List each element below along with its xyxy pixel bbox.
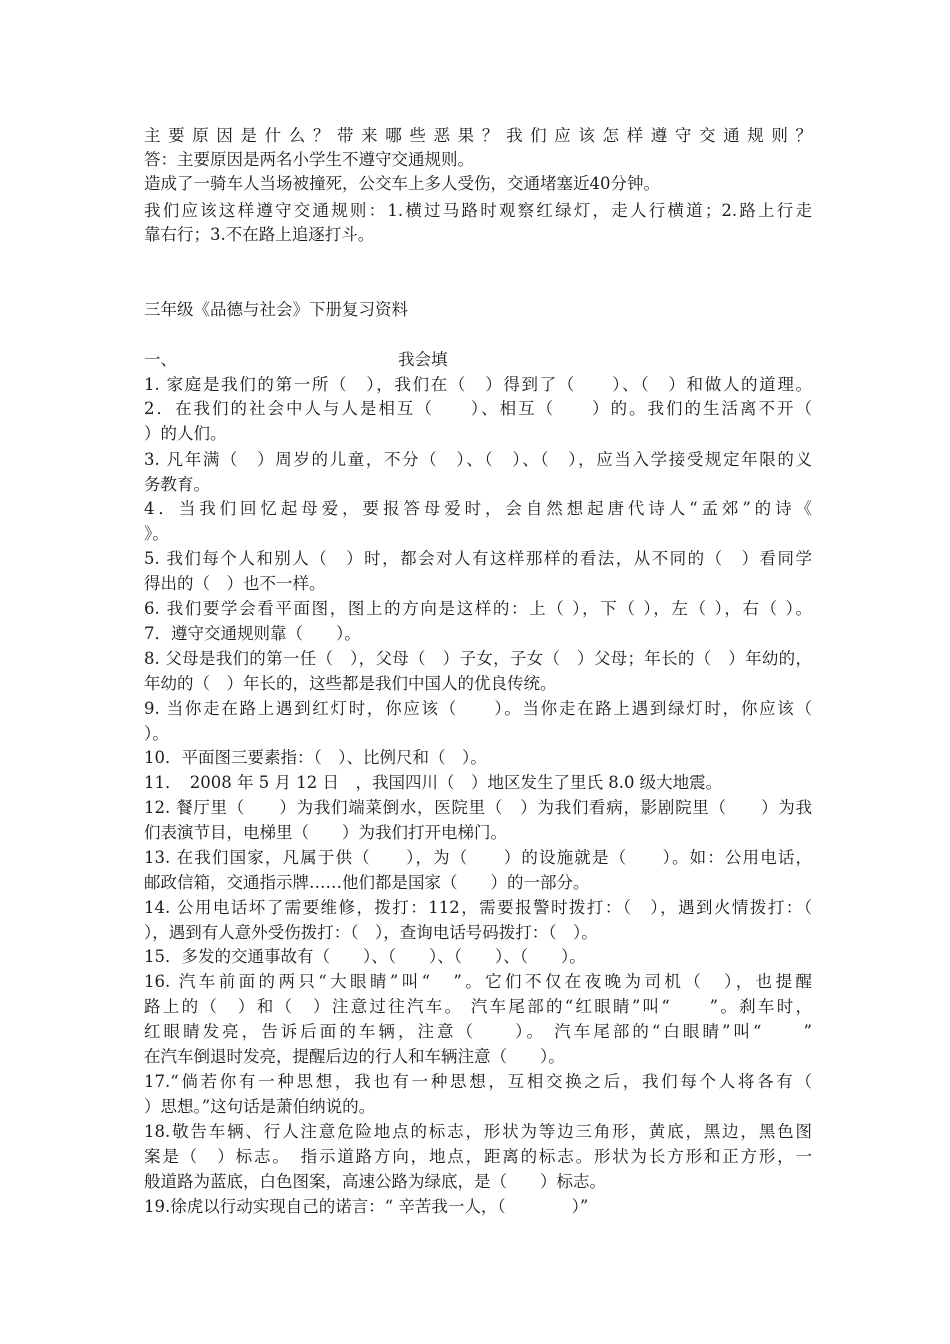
question-line: 10．平面图三要素指：（ ）、比例尺和（ ）。 [144,748,487,767]
question-line: 6. 我们要学会看平面图，图上的方向是这样的：上（ ），下（ ），左（ ），右（ ）。 [144,599,812,618]
intro-answer-line: 答：主要原因是两名小学生不遵守交通规则。 [144,150,474,169]
question-line: ），遇到有人意外受伤拨打：（ ），查询电话号码拨打：（ ）。 [144,923,598,942]
question-line: 们表演节目，电梯里（ ）为我们打开电梯门。 [144,823,507,842]
question-line: 15．多发的交通事故有（ ）、（ ）、（ ）、（ ）。 [144,947,586,966]
question-line: 17.“倘若你有一种思想，我也有一种思想，互相交换之后，我们每个人将各有（ [144,1072,812,1091]
question-line: ）思想。”这句话是萧伯纳说的。 [144,1097,376,1116]
question-line: 4．当我们回忆起母爱，要报答母爱时，会自然想起唐代诗人“孟郊”的诗《 [144,499,812,518]
intro-line: 主要原因是什么？带来哪些恶果？我们应该怎样遵守交通规则？ [144,126,812,145]
question-line: 年幼的（ ）年长的，这些都是我们中国人的优良传统。 [144,674,557,693]
section-title: 我会填 [398,350,448,369]
section-number: 一、 [144,350,177,369]
document-title: 三年级《品德与社会》下册复习资料 [144,300,408,319]
question-line: 1. 家庭是我们的第一所（ ），我们在（ ）得到了（ ）、（ ）和做人的道理。 [144,375,812,394]
question-line: 般道路为蓝底，白色图案，高速公路为绿底，是（ ）标志。 [144,1172,606,1191]
question-line: 案是（ ）标志。 指示道路方向，地点，距离的标志。形状为长方形和正方形，一 [144,1147,812,1166]
question-line: 》。 [144,524,169,543]
question-line: 11． 2008 年 5 月 12 日 ，我国四川（ ）地区发生了里氏 8.0 级大地震。 [144,773,723,792]
question-line: 5. 我们每个人和别人（ ）时，都会对人有这样那样的看法，从不同的（ ）看同学 [144,549,812,568]
question-line: 16. 汽车前面的两只“大眼睛”叫“ ”。它们不仅在夜晚为司机（ ），也提醒 [144,972,812,991]
question-line: 19.徐虎以行动实现自己的诺言：“ 辛苦我一人，（ ）” [144,1197,589,1216]
question-line: 路上的（ ）和（ ）注意过往汽车。 汽车尾部的“红眼睛”叫“ ”。刹车时， [144,997,812,1016]
question-line: 14. 公用电话坏了需要维修，拨打：112，需要报警时拨打：（ ），遇到火情拨打：（ [144,898,812,917]
intro-line: 靠右行；3.不在路上追逐打斗。 [144,225,375,244]
question-line: 18.敬告车辆、行人注意危险地点的标志，形状为等边三角形，黄底，黑边，黑色图 [144,1122,812,1141]
question-line: 12. 餐厅里（ ）为我们端菜倒水，医院里（ ）为我们看病，影剧院里（ ）为我 [144,798,812,817]
question-line: 在汽车倒退时发亮，提醒后边的行人和车辆注意（ ）。 [144,1047,565,1066]
question-line: 13. 在我们国家，凡属于供（ ），为（ ）的设施就是（ ）。如：公用电话， [144,848,812,867]
question-line: 红眼睛发亮，告诉后面的车辆，注意（ ）。 汽车尾部的“白眼睛”叫“ ” [144,1022,812,1041]
question-line: 8. 父母是我们的第一任（ ），父母（ ）子女，子女（ ）父母；年长的（ ）年幼的， [144,649,812,668]
question-line: 7．遵守交通规则靠（ ）。 [144,624,361,643]
question-line: 2．在我们的社会中人与人是相互（ ）、相互（ ）的。我们的生活离不开（ [144,399,812,418]
intro-line: 我们应该这样遵守交通规则：1.横过马路时观察红绿灯，走人行横道；2.路上行走 [144,201,812,220]
question-line: 邮政信箱，交通指示牌……他们都是国家（ ）的一部分。 [144,873,590,892]
question-line: ）。 [144,724,169,743]
question-line: 得出的（ ）也不一样。 [144,574,326,593]
question-line: 9. 当你走在路上遇到红灯时，你应该（ ）。当你走在路上遇到绿灯时，你应该（ [144,699,812,718]
intro-line: 造成了一骑车人当场被撞死，公交车上多人受伤，交通堵塞近40分钟。 [144,174,660,193]
question-line: 务教育。 [144,475,210,494]
question-line: 3. 凡年满（ ）周岁的儿童，不分（ ）、（ ）、（ ），应当入学接受规定年限的义 [144,450,812,469]
question-line: ）的人们。 [144,424,227,443]
